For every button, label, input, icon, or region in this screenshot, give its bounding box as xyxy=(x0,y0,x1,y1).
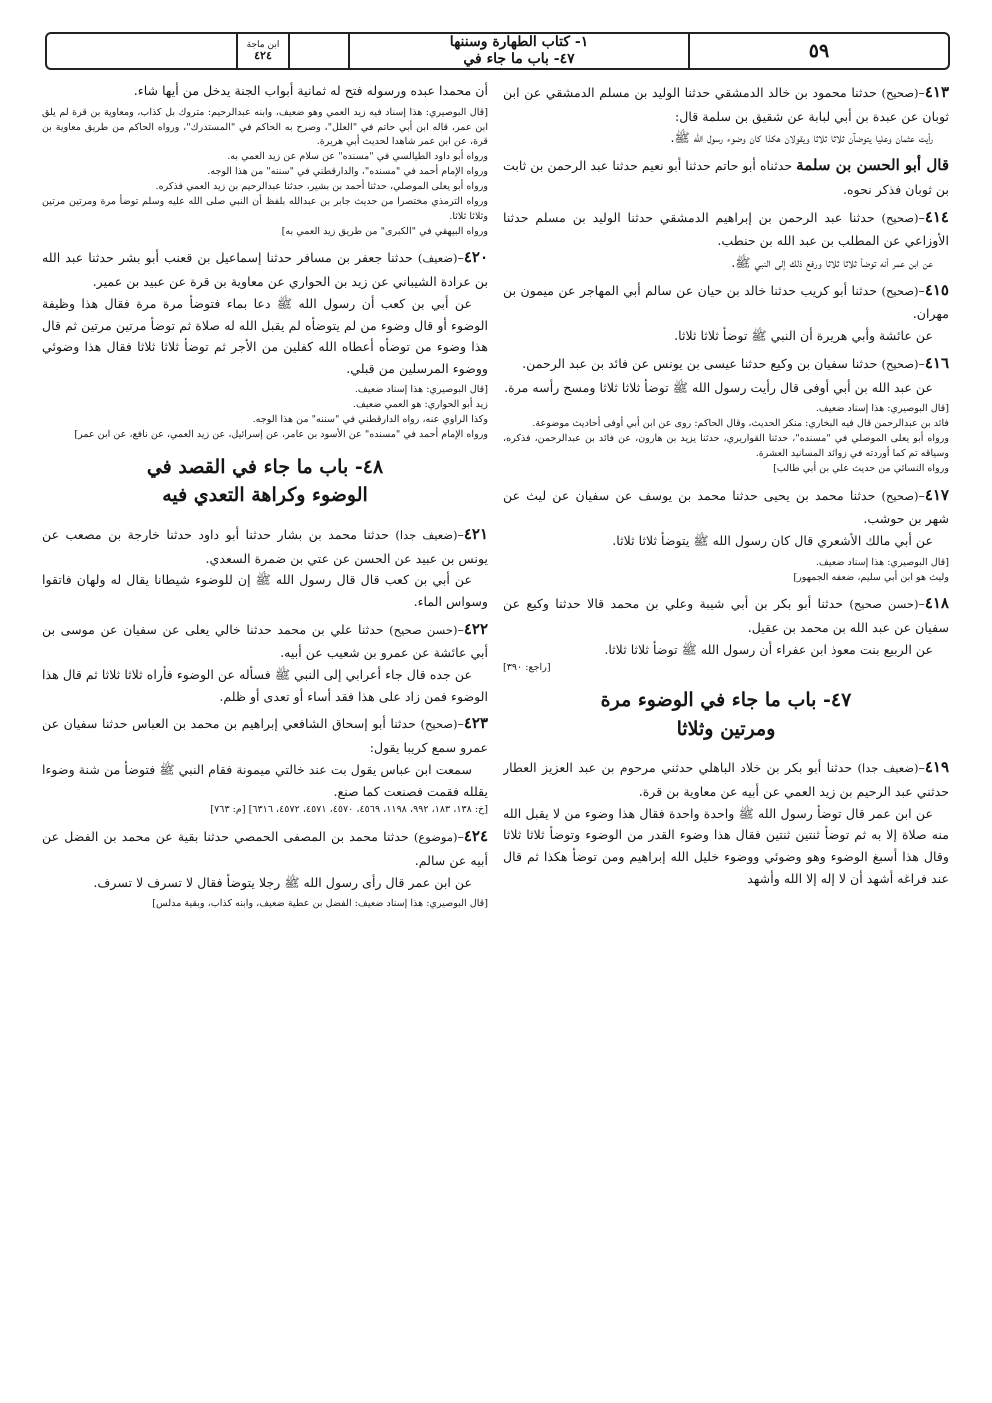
note-line: فائد بن عبدالرحمن قال فيه البخاري: منكر الحديث، وقال الحاكم: روى عن ابن أبي أوفى أحاديث موضوعة. xyxy=(532,418,949,430)
hadith-isnad: حدثنا محمد بن المصفى الحمصي حدثنا بقية عن محمد بن الفضل عن أبيه عن سالم. xyxy=(42,829,488,868)
hadith-matn: عن ابن عمر قال توضأ رسول الله ﷺ واحدة واحدة فقال هذا وضوء من لا يقبل الله منه صلاة إلا به ثم توضأ ثنتين ثنتين فقال هذا وضوء القدر من الوضوء وتوضأ ثلاثا ثلاثا وقال هذا أسبغ الوضوء وهو وضوئي ووضوء خليل الله إبراهيم ومن توضأ هكذا ثم قال عند فراغه أشهد أن لا إله إلا الله وأشهد xyxy=(503,805,949,886)
note-line: ورواه النسائي من حديث علي بن أبي طالب] xyxy=(773,462,949,474)
hadith-420: ٤٢٠–(ضعيف) حدثنا جعفر بن مسافر حدثنا إسماعيل بن قعنب أبو بشر حدثنا عبد الله بن عرادة الشيباني عن زيد بن الحواري عن معاوية بن قرة عن عبيد بن عمير. عن أبي بن كعب أن رسول الله ﷺ دعا بماء فتوضأ مرة مرة فقال هذا وظيفة الوضوء أو قال وضوء من لم يتوضأه لم يقبل الله له صلاة ثم توضأ مرتين مرتين ثم قال هذا وضوء من توضأه أعطاه الله كفلين من الأجر ثم توضأ ثلاثا ثلاثا فقال هذا وضوئي ووضوء المرسلين من قبلي. xyxy=(42,245,488,379)
note-line: ورواه الترمذي مختصرا من حديث جابر بن عبدالله بلفظ أن النبي صلى الله عليه وسلم توضأ مرة ومرتين مرتين وثلاثا ثلاثا. xyxy=(42,195,488,222)
hadith-424: ٤٢٤–(موضوع) حدثنا محمد بن المصفى الحمصي حدثنا بقية عن محمد بن الفضل عن أبيه عن سالم. عن ابن عمر قال رأى رسول الله ﷺ رجلا يتوضأ فقال لا تسرف لا تسرف. xyxy=(42,824,488,893)
hadith-414: ٤١٤–(صحيح) حدثنا عبد الرحمن بن إبراهيم الدمشقي حدثنا الوليد بن مسلم حدثنا الأوزاعي عن المطلب بن عبد الله بن حنطب. عن ابن عمر أنه توضأ ثلاثا ثلاثا ورفع ذلك إلى النبي ﷺ. xyxy=(503,205,949,274)
page-header xyxy=(45,32,950,70)
hadith-number: ٤١٨ xyxy=(924,594,949,613)
hadith-isnad: حدثنا علي بن محمد حدثنا خالي يعلى عن سفيان عن موسى بن أبي عائشة عن عمرو بن شعيب عن أبيه. xyxy=(42,621,488,661)
hadith-417: ٤١٧–(صحيح) حدثنا محمد بن يحيى حدثنا محمد بن يوسف عن سفيان عن ليث عن شهر بن حوشب. عن أبي مالك الأشعري قال كان رسول الله ﷺ يتوضأ ثلاثا ثلاثا. xyxy=(503,483,949,552)
hadith-isnad: حدثنا أبو بكر بن خلاد الباهلي حدثني مرحوم بن عبد العزيز العطار حدثني عبد الرحيم بن زيد العمي عن أبيه عن معاوية بن قرة. xyxy=(503,760,949,800)
hadith-413: ٤١٣–(صحيح) حدثنا محمود بن خالد الدمشقي حدثنا الوليد بن مسلم الدمشقي عن ابن ثوبان عن عبدة بن أبي لبابة عن شقيق بن سلمة قال: رأيت عثمان وعليا يتوضآن ثلاثا ثلاثا ويقولان هكذا كان وضوء رسول الله ﷺ. xyxy=(503,80,949,149)
qala-lead: قال أبو الحسن بن سلمة xyxy=(796,156,949,175)
hadith-number: ٤٢٢ xyxy=(463,619,488,638)
note-line: ورواه أبو داود الطيالسي في "مسنده" عن سلام عن زيد العمي به. xyxy=(227,151,488,163)
note-line: ورواه البيهقي في "الكبرى" من طريق زيد العمي به] xyxy=(281,225,488,237)
hadith-grade: (صحيح) xyxy=(881,488,919,503)
footnote-419 xyxy=(42,106,488,240)
qala-text: حدثناه أبو حاتم حدثنا أبو نعيم حدثنا عبد الرحمن بن ثابت بن ثوبان فذكر نحوه. xyxy=(503,158,949,197)
hadith-grade: (صحيح) xyxy=(881,283,919,298)
hadith-isnad: حدثنا أبو إسحاق الشافعي إبراهيم بن محمد بن العباس حدثنا سفيان عن عمرو سمع كريبا يقول: xyxy=(42,716,488,756)
hadith-number: ٤١٧ xyxy=(924,485,949,504)
hadith-matn: عن ابن عمر قال رأى رسول الله ﷺ رجلا يتوضأ فقال لا تسرف لا تسرف. xyxy=(93,874,472,890)
hadith-415: ٤١٥–(صحيح) حدثنا أبو كريب حدثنا خالد بن حيان عن سالم أبي المهاجر عن ميمون بن مهران. عن عائشة وأبي هريرة أن النبي ﷺ توضأ ثلاثا ثلاثا. xyxy=(503,278,949,347)
hadith-matn: سمعت ابن عباس يقول بت عند خالتي ميمونة فقام النبي ﷺ فتوضأ من شنة وضوءا يقلله فقمت فصنعت كما صنع. xyxy=(42,761,488,799)
page-number: ٥٩ xyxy=(688,34,948,68)
note-line: ورواه الإمام أحمد في "مسنده"، والدارقطني في "سننه" من هذا الوجه. xyxy=(207,166,488,178)
chapter-heading-line: ٤٧- باب ما جاء في الوضوء مرة xyxy=(600,689,852,712)
left-column xyxy=(42,80,488,1390)
running-title xyxy=(348,34,688,68)
footnote-420 xyxy=(42,383,488,442)
hadith-isnad: حدثنا أبو بكر بن أبي شيبة وعلي بن محمد قالا حدثنا وكيع عن سفيان عن عبد الله بن محمد بن عقيل. xyxy=(503,596,949,636)
hadith-matn: عن عائشة وأبي هريرة أن النبي ﷺ توضأ ثلاثا ثلاثا. xyxy=(674,328,933,344)
hadith-422: ٤٢٢–(حسن صحيح) حدثنا علي بن محمد حدثنا خالي يعلى عن سفيان عن موسى بن أبي عائشة عن عمرو بن شعيب عن أبيه. عن جده قال جاء أعرابي إلى النبي ﷺ فسأله عن الوضوء فأراه ثلاثا ثلاثا ثم قال هذا الوضوء فمن زاد على هذا فقد أساء أو تعدى أو ظلم. xyxy=(42,617,488,708)
hadith-matn: رأيت عثمان وعليا يتوضآن ثلاثا ثلاثا ويقولان هكذا كان وضوء رسول الله ﷺ. xyxy=(670,130,933,146)
note-line: [قال البوصيري: هذا إسناد ضعيف. xyxy=(815,403,949,415)
cross-reference: [خ: ١٣٨، ١٨٣، ٩٩٢، ١١٩٨، ٤٥٦٩، ٤٥٧٠، ٤٥٧١، ٤٥٧٢، ٦٣١٦] [م: ٧٦٣] xyxy=(210,804,488,816)
hadith-number: ٤١٩ xyxy=(924,758,949,777)
hadith-grade: (صحيح) xyxy=(881,210,919,225)
hadith-423: ٤٢٣–(صحيح) حدثنا أبو إسحاق الشافعي إبراهيم بن محمد بن العباس حدثنا سفيان عن عمرو سمع كريبا يقول: سمعت ابن عباس يقول بت عند خالتي ميمونة فقام النبي ﷺ فتوضأ من شنة وضوءا يقلله فقمت فصنعت كما صنع. [خ: ١٣٨، ١٨٣، ٩٩٢، ١١٩٨، ٤٥٦٩، ٤٥٧٠، ٤٥٧١، ٤٥٧٢، ٦٣١٦] [م: ٧٦٣] xyxy=(42,711,488,818)
hadith-grade: (حسن صحيح) xyxy=(389,622,458,637)
header-blank-cell xyxy=(288,34,348,68)
right-column xyxy=(503,80,949,1390)
hadith-416: ٤١٦–(صحيح) حدثنا سفيان بن وكيع حدثنا عيسى بن يونس عن فائد بن عبد الرحمن. عن عبد الله بن أبي أوفى قال رأيت رسول الله ﷺ توضأ ثلاثا ثلاثا ومسح رأسه مرة. xyxy=(503,351,949,398)
hadith-isnad: حدثنا عبد الرحمن بن إبراهيم الدمشقي حدثنا الوليد بن مسلم حدثنا الأوزاعي عن المطلب بن عبد الله بن حنطب. xyxy=(503,209,949,249)
note-line: ورواه الإمام أحمد في "مسنده" عن الأسود بن عامر، عن إسرائيل، عن زيد العمي، عن نافع، عن ابن عمر] xyxy=(74,429,488,441)
hadith-grade: (ضعيف) xyxy=(417,251,458,266)
hadith-grade: (صحيح) xyxy=(881,86,919,100)
hadith-isnad: حدثنا أبو كريب حدثنا خالد بن حيان عن سالم أبي المهاجر عن ميمون بن مهران. xyxy=(503,282,949,322)
chapter-heading-48 xyxy=(42,453,488,510)
footnote-424: [قال البوصيري: هذا إسناد ضعيف: الفضل بن عطية ضعيف، وابنه كذاب، وبقية مدلس] xyxy=(152,898,488,910)
hadith-418: ٤١٨–(حسن صحيح) حدثنا أبو بكر بن أبي شيبة وعلي بن محمد قالا حدثنا وكيع عن سفيان عن عبد الله بن محمد بن عقيل. عن الربيع بنت معوذ ابن عفراء أن رسول الله ﷺ توضأ ثلاثا ثلاثا. [راجع: ٣٩٠] xyxy=(503,591,949,676)
chapter-heading-line: الوضوء وكراهة التعدي فيه xyxy=(162,484,368,507)
note-line: وليث هو ابن أبي سليم، ضعفه الجمهور] xyxy=(793,571,949,583)
hadith-matn: عن أبي بن كعب قال قال رسول الله ﷺ إن للوضوء شيطانا يقال له ولهان فاتقوا وسواس الماء. xyxy=(42,572,488,610)
chapter-heading-47 xyxy=(503,686,949,743)
source-number: ٤٢٤ xyxy=(254,48,272,62)
hadith-grade: (صحيح) xyxy=(881,356,919,371)
note-line: [قال البوصيري: هذا إسناد فيه زيد العمي وهو ضعيف، وابنه عبدالرحيم: متروك بل كذاب، ومعاوية بن قرة لم يلق ابن عمر، قاله ابن أبي حاتم في "العلل"، وصرح به الحاكم في "المستدرك"، ورواه الحاكم من طريق معاوية بن قرة، عن ابن عمر شاهدا لحديث أبي هريرة. xyxy=(42,106,488,148)
note-line: زيد أبو الحواري: هو العمي ضعيف. xyxy=(352,399,488,411)
hadith-grade: (صحيح) xyxy=(420,717,458,732)
hadith-matn: عن ابن عمر أنه توضأ ثلاثا ثلاثا ورفع ذلك إلى النبي ﷺ. xyxy=(731,255,933,271)
chapter-heading-line: ومرتين وثلاثا xyxy=(676,717,776,740)
chapter-heading-line: ٤٨- باب ما جاء في القصد في xyxy=(146,455,384,478)
hadith-isnad: حدثنا محمد بن يحيى حدثنا محمد بن يوسف عن سفيان عن ليث عن شهر بن حوشب. xyxy=(503,487,949,527)
hadith-number: ٤١٣ xyxy=(924,83,949,101)
hadith-matn: عن أبي بن كعب أن رسول الله ﷺ دعا بماء فتوضأ مرة مرة فقال هذا وظيفة الوضوء أو قال وضوء من لم يتوضأه لم يقبل الله له صلاة ثم توضأ مرتين مرتين ثم قال هذا وضوء من توضأه أعطاه الله كفلين من الأجر ثم توضأ ثلاثا ثلاثا فقال هذا وضوئي ووضوء المرسلين من قبلي. xyxy=(42,295,488,376)
hadith-grade: (حسن صحيح) xyxy=(849,597,919,612)
hadith-number: ٤٢٣ xyxy=(463,714,488,733)
hadith-421: ٤٢١–(ضعيف جدا) حدثنا محمد بن بشار حدثنا أبو داود حدثنا خارجة بن مصعب عن يونس بن عبيد عن الحسن عن عتي بن ضمرة السعدي. عن أبي بن كعب قال قال رسول الله ﷺ إن للوضوء شيطانا يقال له ولهان فاتقوا وسواس الماء. xyxy=(42,522,488,613)
hadith-isnad: حدثنا محمود بن خالد الدمشقي حدثنا الوليد بن مسلم الدمشقي عن ابن ثوبان عن عبدة بن أبي لبابة عن شقيق بن سلمة قال: xyxy=(503,85,949,124)
chapter-title: ٤٧- باب ما جاء في xyxy=(463,51,575,67)
hadith-419: ٤١٩–(ضعيف جدا) حدثنا أبو بكر بن خلاد الباهلي حدثني مرحوم بن عبد العزيز العطار حدثني عبد الرحيم بن زيد العمي عن أبيه عن معاوية بن قرة. عن ابن عمر قال توضأ رسول الله ﷺ واحدة واحدة فقال هذا وضوء من لا يقبل الله منه صلاة إلا به ثم توضأ ثنتين ثنتين فقال هذا وضوء القدر من الوضوء وتوضأ ثلاثا ثلاثا وقال هذا أسبغ الوضوء وهو وضوئي ووضوء خليل الله إبراهيم ومن توضأ هكذا ثم قال عند فراغه أشهد أن لا إله إلا الله وأشهد xyxy=(503,755,949,889)
hadith-isnad: حدثنا محمد بن بشار حدثنا أبو داود حدثنا خارجة بن مصعب عن يونس بن عبيد عن الحسن عن عتي بن ضمرة السعدي. xyxy=(42,526,488,566)
hadith-matn: عن أبي مالك الأشعري قال كان رسول الله ﷺ يتوضأ ثلاثا ثلاثا. xyxy=(612,532,933,548)
hadith-matn: عن الربيع بنت معوذ ابن عفراء أن رسول الله ﷺ توضأ ثلاثا ثلاثا. xyxy=(604,641,933,657)
hadith-isnad: حدثنا جعفر بن مسافر حدثنا إسماعيل بن قعنب أبو بشر حدثنا عبد الله بن عرادة الشيباني عن زيد بن الحواري عن معاوية بن قرة عن عبيد بن عمير. xyxy=(42,250,488,290)
source-name: ابن ماجة xyxy=(246,39,280,50)
note-line: وكذا الراوي عنه، رواه الدارقطني في "سننه" من هذا الوجه. xyxy=(252,414,488,426)
hadith-grade: (ضعيف جدا) xyxy=(395,527,458,542)
header-blank-cell xyxy=(47,34,236,68)
hadith-grade: (ضعيف جدا) xyxy=(857,761,919,776)
hadith-number: ٤٢٤ xyxy=(463,827,488,846)
hadith-419-continuation: أن محمدا عبده ورسوله فتح له ثمانية أبواب الجنة يدخل من أيها شاء. xyxy=(133,83,488,98)
note-line: [قال البوصيري: هذا إسناد ضعيف. xyxy=(354,384,488,396)
hadith-matn: عن عبد الله بن أبي أوفى قال رأيت رسول الله ﷺ توضأ ثلاثا ثلاثا ومسح رأسه مرة. xyxy=(504,379,933,395)
hadith-number: ٤١٤ xyxy=(924,207,949,226)
book-title: ١- كتاب الطهارة وسننها xyxy=(449,34,589,51)
source-cell xyxy=(236,34,288,68)
hadith-matn: عن جده قال جاء أعرابي إلى النبي ﷺ فسأله عن الوضوء فأراه ثلاثا ثلاثا ثم قال هذا الوضوء فمن زاد على هذا فقد أساء أو تعدى أو ظلم. xyxy=(42,667,488,704)
hadith-isnad: حدثنا سفيان بن وكيع حدثنا عيسى بن يونس عن فائد بن عبد الرحمن. xyxy=(522,355,878,371)
note-line: ورواه أبو يعلى الموصلي في "مسنده"، حدثنا القواريري، حدثنا يزيد بن هارون، عن فائد بن عبدالرحمن، فذكره، وسياقه تم كما أوردته في زوائد المسانيد العشرة. xyxy=(503,432,949,459)
qala-abu-hasan xyxy=(503,153,949,200)
hadith-number: ٤٢١ xyxy=(463,524,488,543)
footnote-417 xyxy=(503,556,949,586)
footnote-416 xyxy=(503,402,949,476)
hadith-number: ٤١٦ xyxy=(924,353,949,372)
hadith-number: ٤١٥ xyxy=(924,280,949,299)
hadith-grade: (موضوع) xyxy=(413,830,458,845)
note-line: [قال البوصيري: هذا إسناد ضعيف. xyxy=(815,556,949,568)
hadith-number: ٤٢٠ xyxy=(463,248,488,267)
cross-reference: [راجع: ٣٩٠] xyxy=(503,662,551,674)
note-line: ورواه أبو يعلى الموصلي، حدثنا أحمد بن بشير، حدثنا عبدالرحيم بن زيد العمي فذكره. xyxy=(155,180,488,192)
